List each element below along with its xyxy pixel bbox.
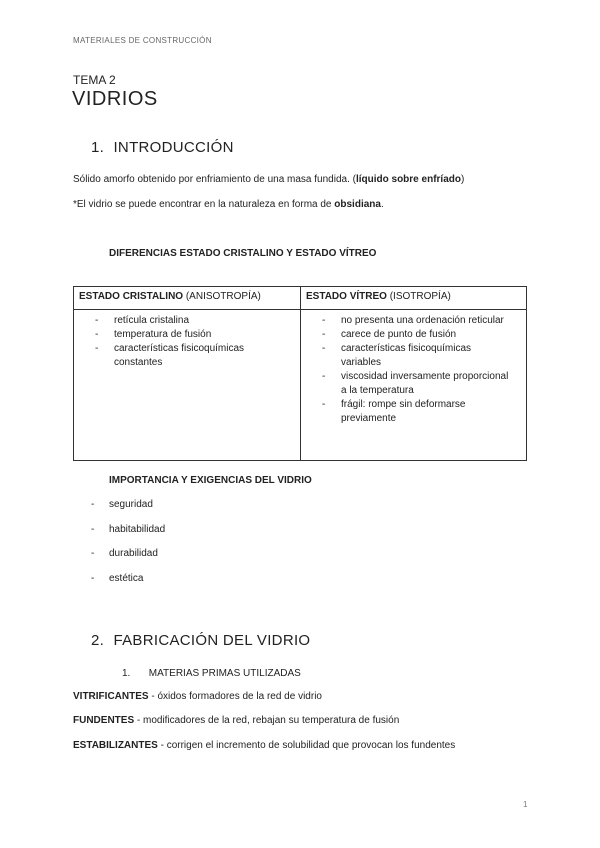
table-row	[74, 310, 527, 461]
intro-text: Sólido amorfo obtenido por enfriamiento de una masa fundida. (	[73, 174, 356, 185]
definition-text: - corrigen el incremento de solubilidad que provocan los fundentes	[157, 740, 456, 751]
importance-heading: IMPORTANCIA Y EXIGENCIAS DEL VIDRIO	[109, 475, 312, 486]
list-item: - durabilidad	[91, 548, 158, 559]
subsection-number: 1.	[122, 668, 131, 679]
table-header-row	[74, 287, 527, 310]
header-subtitle: (ISOTROPÍA)	[386, 291, 451, 302]
definition-text: - modificadores de la red, rebajan su temperatura de fusión	[134, 715, 400, 726]
differences-heading: DIFERENCIAS ESTADO CRISTALINO Y ESTADO VÍTREO	[109, 248, 377, 259]
list-item-label: seguridad	[109, 499, 153, 510]
intro-text-end: )	[460, 174, 465, 185]
page-number: 1	[523, 800, 528, 809]
section-number: 2.	[91, 632, 105, 649]
list-item-label: estética	[109, 573, 144, 584]
header-subtitle: (ANISOTROPÍA)	[183, 291, 261, 302]
list-item: - temperatura de fusión	[74, 328, 300, 342]
list-item: - características fisicoquímicas constantes	[74, 342, 300, 370]
table-cell-cristalino	[74, 310, 301, 461]
list-item: - frágil: rompe sin deformarse previamente	[301, 398, 526, 426]
table-header-cristalino	[74, 287, 301, 310]
definition-text: - óxidos formadores de la red de vidrio	[148, 691, 322, 702]
list-item: - viscosidad inversamente proporcional a la temperatura	[301, 370, 526, 398]
list-item: - habitabilidad	[91, 524, 166, 535]
list-item: - estética	[91, 573, 144, 584]
intro-bold-term: líquido sobre enfríado	[355, 174, 461, 185]
note-text-end: .	[380, 199, 384, 210]
note-bold-term: obsidiana	[334, 199, 381, 210]
list-item: - retícula cristalina	[74, 314, 300, 328]
definition-term: FUNDENTES	[73, 715, 135, 726]
vitreo-list	[301, 314, 526, 426]
table-header-vitreo	[301, 287, 527, 310]
list-item: - no presenta una ordenación reticular	[301, 314, 526, 328]
section-title: INTRODUCCIÓN	[113, 139, 234, 156]
running-header: MATERIALES DE CONSTRUCCIÓN	[73, 36, 212, 45]
section-heading-introduccion	[91, 139, 234, 156]
intro-note	[73, 199, 384, 210]
table-cell-vitreo	[301, 310, 527, 461]
header-title: ESTADO VÍTREO	[306, 291, 387, 302]
definition-estabilizantes	[73, 740, 455, 751]
definition-vitrificantes	[73, 691, 322, 702]
list-item: - carece de punto de fusión	[301, 328, 526, 342]
list-item: - características fisicoquímicas variables	[301, 342, 526, 370]
definition-term: VITRIFICANTES	[73, 691, 149, 702]
list-item-label: habitabilidad	[109, 524, 166, 535]
subsection-materias-primas	[122, 668, 301, 679]
intro-paragraph	[73, 174, 464, 185]
subsection-title: MATERIAS PRIMAS UTILIZADAS	[148, 668, 301, 679]
cristalino-list	[74, 314, 300, 370]
section-title: FABRICACIÓN DEL VIDRIO	[113, 632, 311, 649]
definition-term: ESTABILIZANTES	[73, 740, 158, 751]
header-title: ESTADO CRISTALINO	[79, 291, 184, 302]
topic-number: TEMA 2	[73, 73, 116, 87]
definition-fundentes	[73, 715, 399, 726]
differences-table	[73, 286, 527, 461]
list-item-label: durabilidad	[109, 548, 158, 559]
list-item: - seguridad	[91, 499, 153, 510]
section-heading-fabricacion	[91, 632, 310, 649]
note-text: *El vidrio se puede encontrar en la naturaleza en forma de	[73, 199, 335, 210]
section-number: 1.	[91, 139, 105, 156]
page-title: VIDRIOS	[72, 88, 158, 110]
